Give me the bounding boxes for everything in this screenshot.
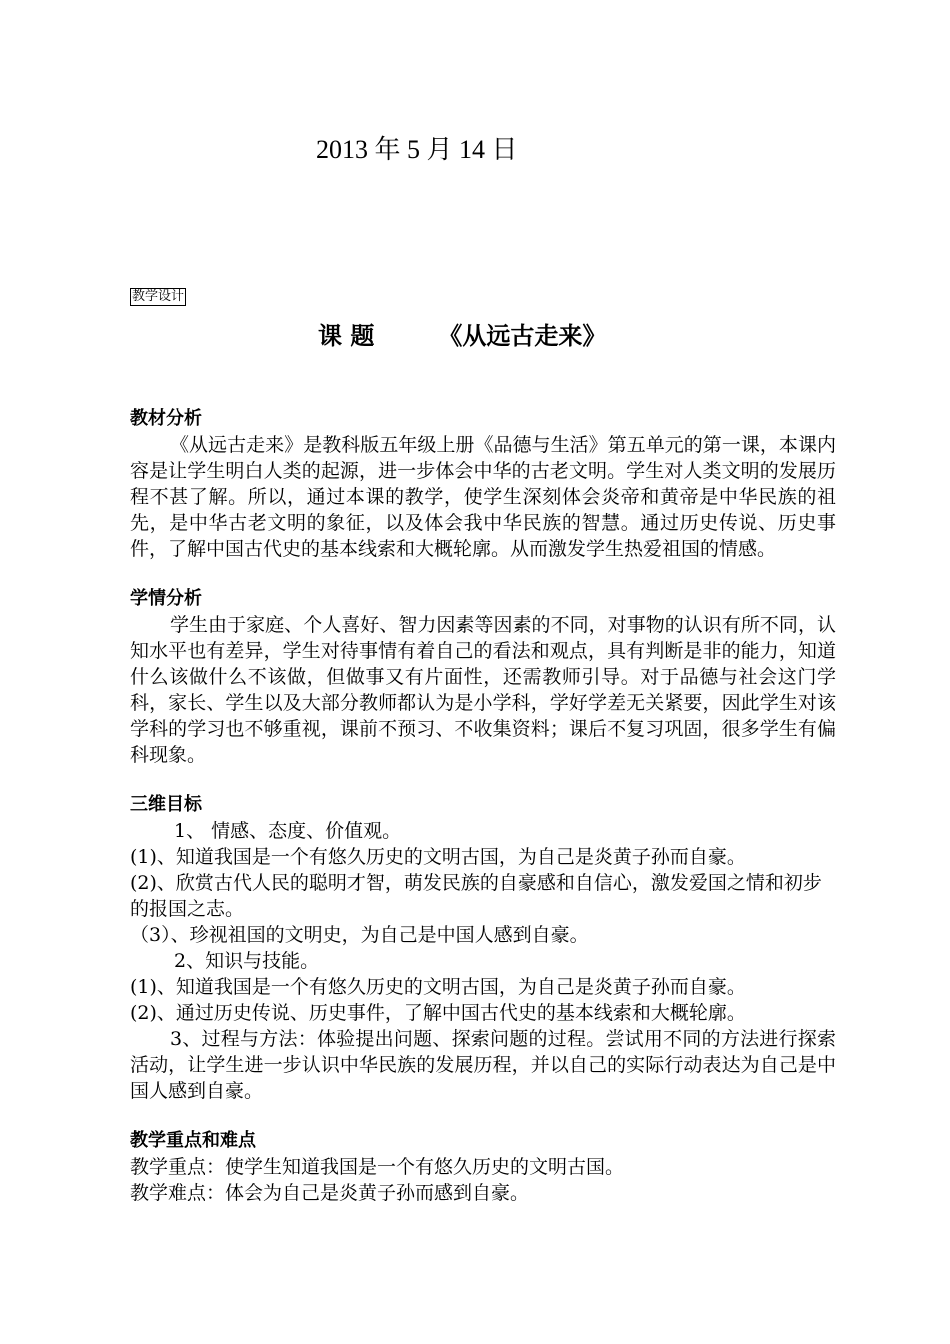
student-analysis-section xyxy=(130,586,836,768)
goal-2-item-2: (2)、通过历史传说、历史事件，了解中国古代史的基本线索和大概轮廓。 xyxy=(130,1002,746,1024)
teaching-design-label: 教学设计 xyxy=(132,289,185,304)
goal-1-item-3: （3）、珍视祖国的文明史，为自己是中国人感到自豪。 xyxy=(130,924,589,946)
document-body xyxy=(130,406,836,1230)
goals-section xyxy=(130,792,836,1104)
goal-3: 3、过程与方法：体验提出问题、探索问题的过程。尝试用不同的方法进行探索活动，让学生进一步认识中华民族的发展历程，并以自己的实际行动表达为自己是中国人感到自豪。 xyxy=(130,1028,836,1102)
goal-1: 1、 情感、态度、价值观。 xyxy=(174,820,402,842)
material-analysis-section xyxy=(130,406,836,562)
document-date: 2013 年 5 月 14 日 xyxy=(316,135,518,164)
title-prefix: 课 题 xyxy=(318,322,375,350)
student-analysis-text: 学生由于家庭、个人喜好、智力因素等因素的不同，对事物的认识有所不同，认知水平也有差异，学生对待事情有着自己的看法和观点，具有判断是非的能力，知道什么该做什么不该做，但做事又有片面性，还需教师引导。对于品德与社会这门学科，家长、学生以及大部分教师都认为是小学科，学好学差无关紧要，因此学生对该学科的学习也不够重视，课前不预习、不收集资料；课后不复习巩固，很多学生有偏科现象。 xyxy=(130,614,836,766)
material-analysis-heading: 教材分析 xyxy=(130,408,202,429)
goal-2: 2、知识与技能。 xyxy=(174,950,320,972)
goal-2-item-1: (1)、知道我国是一个有悠久历史的文明古国，为自己是炎黄子孙而自豪。 xyxy=(130,976,746,998)
goal-1-item-2: (2)、欣赏古代人民的聪明才智，萌发民族的自豪感和自信心，激发爱国之情和初步的报国之志。 xyxy=(130,872,822,920)
goal-1-item-1: (1)、知道我国是一个有悠久历史的文明古国，为自己是炎黄子孙而自豪。 xyxy=(130,846,746,868)
title-name: 《从远古走来》 xyxy=(438,322,607,350)
focus-heading: 教学重点和难点 xyxy=(130,1130,256,1151)
student-analysis-heading: 学情分析 xyxy=(130,588,202,609)
teaching-key-point: 教学重点：使学生知道我国是一个有悠久历史的文明古国。 xyxy=(130,1156,625,1178)
goals-heading: 三维目标 xyxy=(130,794,202,815)
material-analysis-text: 《从远古走来》是教科版五年级上册《品德与生活》第五单元的第一课，本课内容是让学生明白人类的起源，进一步体会中华的古老文明。学生对人类文明的发展历程不甚了解。所以，通过本课的教学，使学生深刻体会炎帝和黄帝是中华民族的祖先，是中华古老文明的象征，以及体会我中华民族的智慧。通过历史传说、历史事件，了解中国古代史的基本线索和大概轮廓。从而激发学生热爱祖国的情感。 xyxy=(130,434,836,560)
lesson-title xyxy=(318,316,606,356)
teaching-difficulty: 教学难点：体会为自己是炎黄子孙而感到自豪。 xyxy=(130,1182,530,1204)
focus-section xyxy=(130,1128,836,1206)
